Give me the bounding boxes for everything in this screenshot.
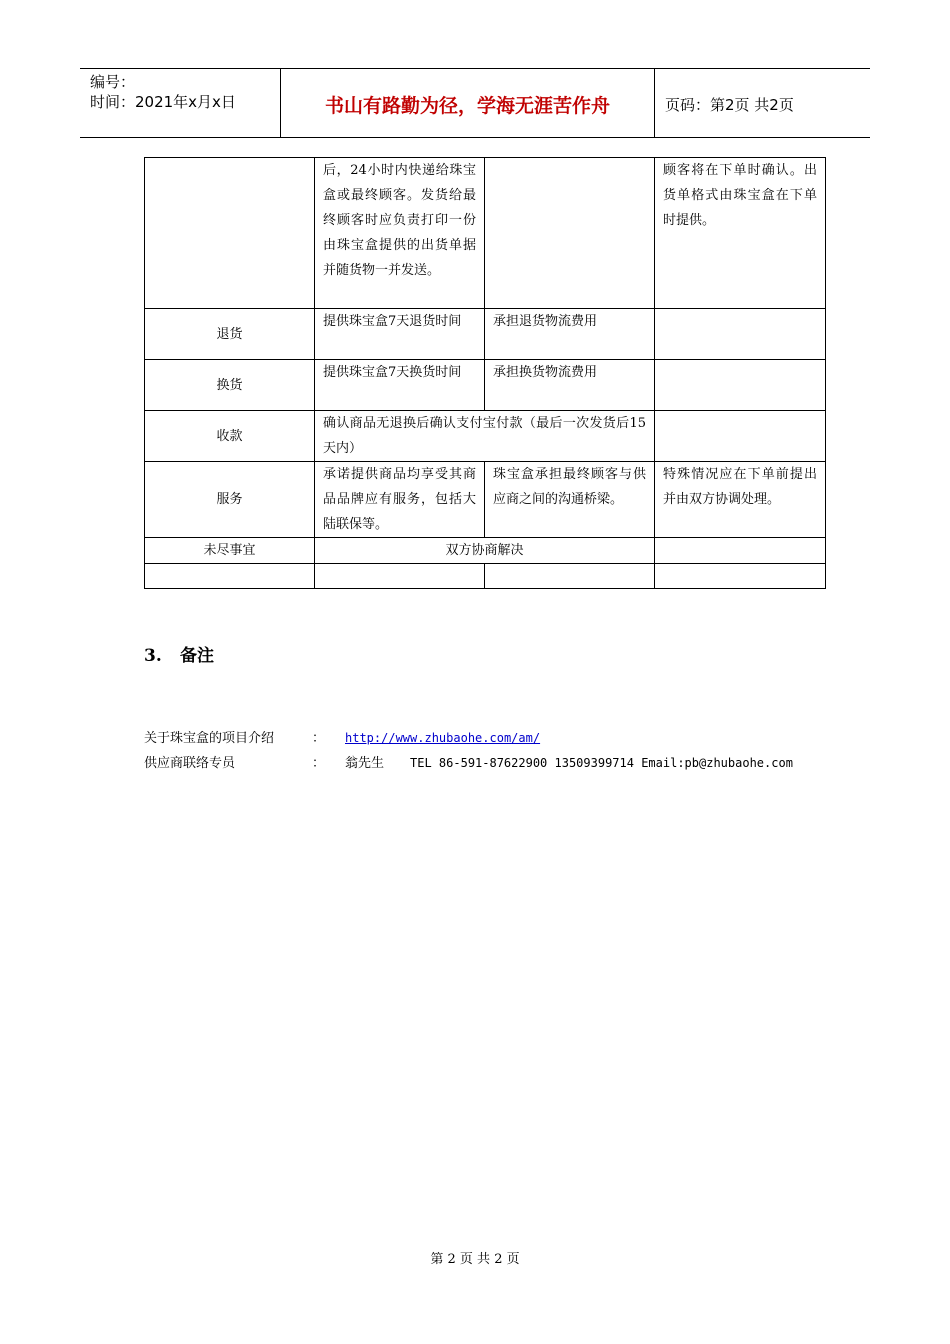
empty-cell [145, 564, 315, 589]
row-label [145, 158, 315, 309]
table-row [145, 158, 826, 309]
note-contact [144, 752, 793, 771]
row-label: 换货 [145, 360, 315, 411]
row-label: 服务 [145, 462, 315, 538]
row-label: 退货 [145, 309, 315, 360]
page-header [80, 68, 870, 138]
table-row-empty [145, 564, 826, 589]
merged-terms-cell: 双方协商解决 [315, 538, 655, 564]
empty-cell [655, 564, 826, 589]
terms-table [144, 157, 826, 589]
zhubaohe-cell [485, 158, 655, 309]
supplier-cell: 承诺提供商品均享受其商品品牌应有服务，包括大陆联保等。 [315, 462, 485, 538]
motto: 书山有路勤为径，学海无涯苦作舟 [324, 95, 610, 117]
zhubaohe-cell: 珠宝盒承担最终顾客与供应商之间的沟通桥梁。 [485, 462, 655, 538]
remark-cell [655, 360, 826, 411]
row-label: 收款 [145, 411, 315, 462]
contact-label: 供应商联络专员 [144, 756, 236, 771]
header-page-cell [655, 69, 870, 137]
remark-cell [655, 411, 826, 462]
remark-cell [655, 538, 826, 564]
table-row [145, 360, 826, 411]
contact-name: 翁先生 [345, 756, 385, 771]
supplier-cell: 提供珠宝盒7天换货时间 [315, 360, 485, 411]
empty-cell [315, 564, 485, 589]
remark-cell: 顾客将在下单时确认。出货单格式由珠宝盒在下单时提供。 [655, 158, 826, 309]
merged-terms-cell: 确认商品无退换后确认支付宝付款（最后一次发货后15天内） [315, 411, 655, 462]
page-footer: 第 2 页 共 2 页 [430, 1252, 520, 1267]
note-intro [144, 727, 540, 746]
section-title: 备注 [180, 646, 214, 666]
serial-label: 编号： [90, 73, 136, 91]
empty-cell [485, 564, 655, 589]
intro-link[interactable]: http://www.zhubaohe.com/am/ [345, 731, 541, 745]
zhubaohe-cell: 承担退货物流费用 [485, 309, 655, 360]
table-row [145, 309, 826, 360]
header-meta-cell [80, 69, 281, 137]
remark-cell [655, 309, 826, 360]
table-row [145, 538, 826, 564]
date-label: 时间：2021年x月x日 [90, 93, 236, 111]
remark-cell: 特殊情况应在下单前提出并由双方协调处理。 [655, 462, 826, 538]
header-motto-cell [281, 69, 655, 137]
row-label: 未尽事宜 [145, 538, 315, 564]
intro-label: 关于珠宝盒的项目介绍 [144, 731, 275, 746]
supplier-cell: 后，24小时内快递给珠宝盒或最终顾客。发货给最终顾客时应负责打印一份由珠宝盒提供的出货单据并随货物一并发送。 [315, 158, 485, 309]
zhubaohe-cell: 承担换货物流费用 [485, 360, 655, 411]
table-row [145, 462, 826, 538]
page-number-label: 页码：第2页 共2页 [665, 96, 794, 114]
contact-colon: ： [312, 756, 326, 771]
section-heading [144, 641, 214, 666]
supplier-cell: 提供珠宝盒7天退货时间 [315, 309, 485, 360]
section-number: 3. [144, 646, 162, 666]
contact-detail: TEL 86-591-87622900 13509399714 Email:pb@zhubaohe.com [410, 756, 793, 770]
table-row [145, 411, 826, 462]
intro-colon: ： [312, 731, 326, 746]
